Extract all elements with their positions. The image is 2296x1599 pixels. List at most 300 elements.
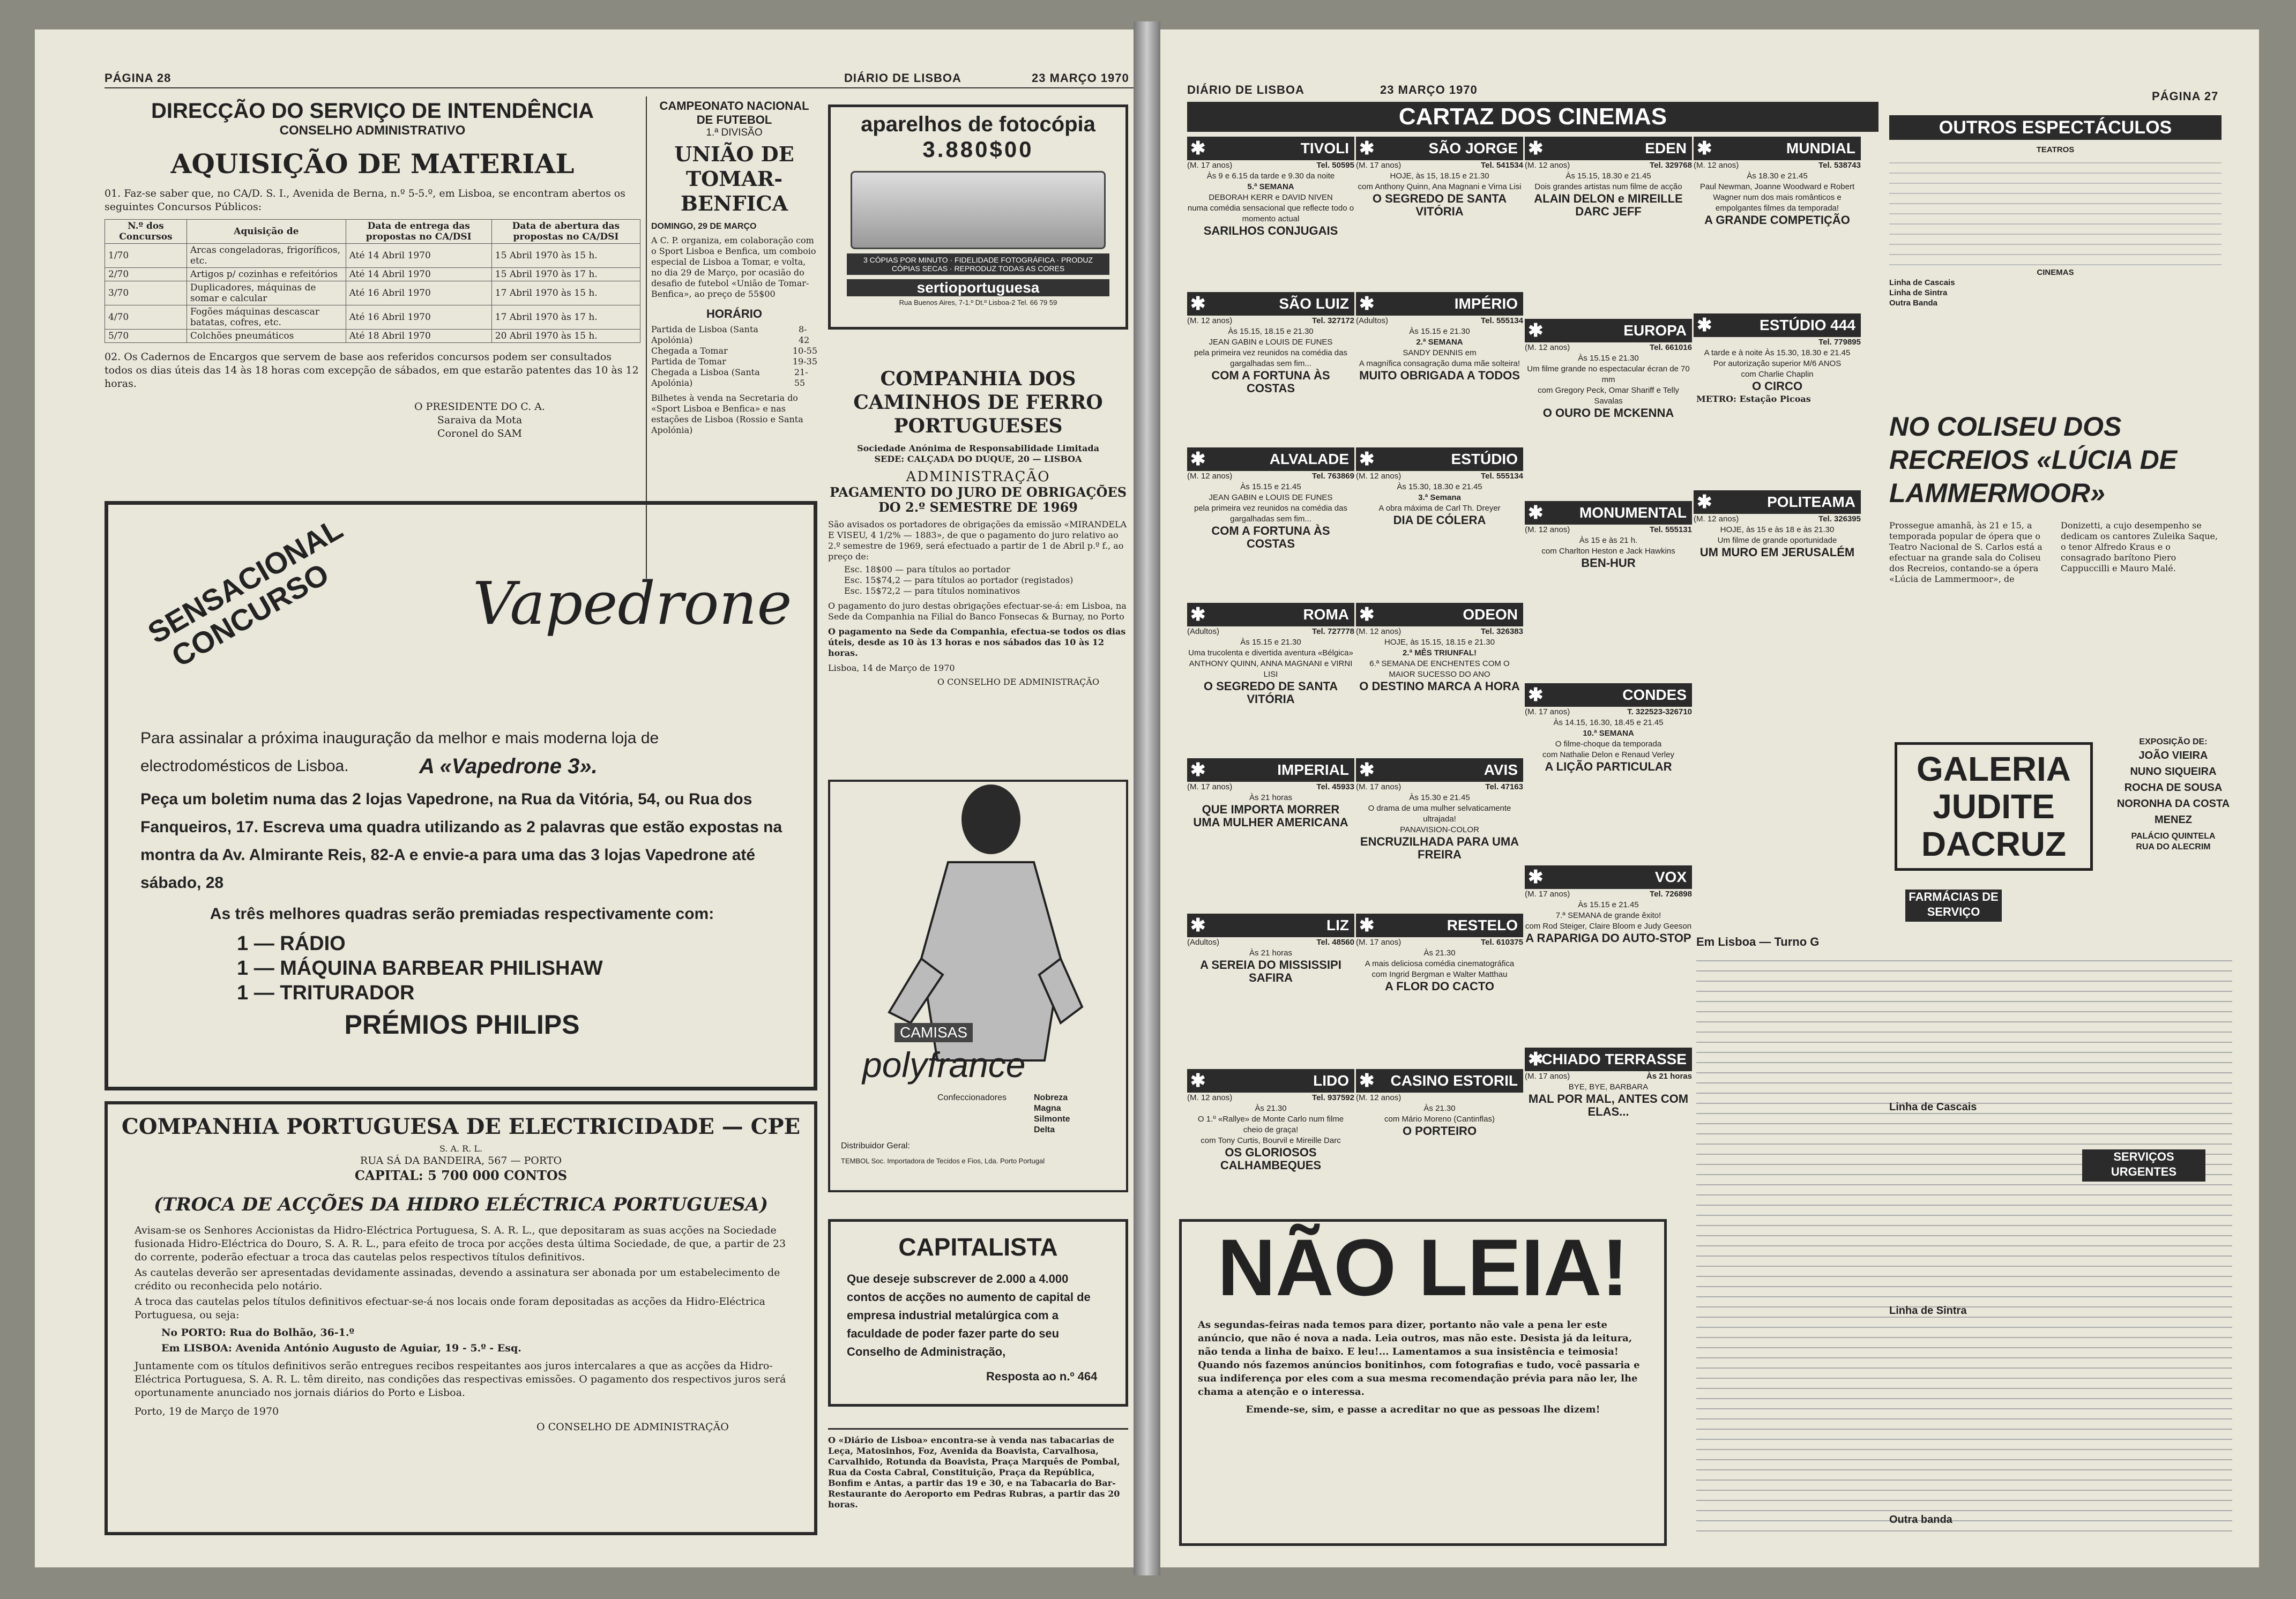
cinema-times: Às 21.30 xyxy=(1255,1104,1287,1113)
cinema-times: Às 9 e 6.15 da tarde e 9.30 da noite xyxy=(1206,171,1335,181)
cpe-p2: As cautelas deverão ser apresentadas devidamente assinadas, devendo a assinatura ser abonada por um estabelecimento de crédito ou reconhecida pelo notário. xyxy=(135,1267,780,1292)
polyfrance-firm: TEMBOL Soc. Importadora de Tecidos e Fios, Lda. Porto Portugal xyxy=(841,1157,1045,1165)
cinema-phone: Tel. 326395 xyxy=(1818,514,1861,524)
fotocopia-ad xyxy=(828,104,1128,330)
cinema-phone: Tel. 47163 xyxy=(1485,782,1523,791)
vapedrone-banner: SENSACIONAL CONCURSO xyxy=(142,511,348,674)
cinema-name-bar xyxy=(1356,1069,1523,1093)
cinema-name-bar xyxy=(1525,865,1692,889)
cinema-name: EDEN xyxy=(1645,140,1687,156)
cinema-age: (M. 17 anos) xyxy=(1187,161,1233,170)
farmacias-list xyxy=(1696,935,2232,1537)
cinema-phone: Tel. 555131 xyxy=(1650,525,1692,534)
futebol-date: DOMINGO, 29 DE MARÇO xyxy=(651,222,757,231)
fotocopia-features: 3 CÓPIAS POR MINUTO · FIDELIDADE FOTOGRÁFICA · PRODUZ CÓPIAS SECAS · REPRODUZ TODAS AS CORES xyxy=(847,253,1109,275)
cinema-age: (M. 12 anos) xyxy=(1187,1093,1233,1102)
cinema-name: SÃO JORGE xyxy=(1428,140,1518,156)
futebol-times: Partida de Lisboa (Santa Apolónia) 8-42 Chegada a Tomar 10-55 Partida de Tomar 19-35 Chegada a Lisboa (Santa Apolónia) 21-55 xyxy=(651,324,817,388)
cpe-date: Porto, 19 de Março de 1970 xyxy=(135,1406,279,1417)
coliseu-body: Prossegue amanhã, às 21 e 15, a temporada popular de ópera que o Teatro Nacional de S. Carlos está a efectuar na grande sala do Coliseu dos Recreios, contando-se a ópera «Lúcia de Lammermoor», de Donizetti, a cujo desempenho se dedicam os cantores Zuleika Saque, o tenor Alfredo Kraus e o consagrado barítono Piero Cappuccilli e Mauro Malé. xyxy=(1889,520,2218,584)
cinema-cast: O 1.º «Rallye» de Monte Carlo num filme cheio de graça! xyxy=(1197,1115,1344,1134)
cinema-times: HOJE, às 15 e às 18 e às 21.30 xyxy=(1720,525,1835,534)
cinema-cast: Por autorização superior M/6 ANOS xyxy=(1713,359,1842,368)
cinema-name-bar xyxy=(1356,292,1523,316)
cinema-cast: JEAN GABIN e LOUIS DE FUNES xyxy=(1209,338,1333,347)
cinema-name-bar xyxy=(1187,758,1354,782)
cinema-times: Às 15.15 e 21.30 xyxy=(1240,638,1301,647)
farmacias-header: FARMÁCIAS DE SERVIÇO xyxy=(1905,890,2002,922)
cinema-film: QUE IMPORTA MORRER UMA MULHER AMERICANA xyxy=(1193,803,1348,829)
servicos-header: SERVIÇOS URGENTES xyxy=(2082,1149,2205,1182)
table-row: 5/70 Colchões pneumáticos Até 18 Abril 1970 20 Abril 1970 às 15 h. xyxy=(105,330,640,343)
star-icon: ✱ xyxy=(1528,685,1544,705)
cinema-desc: pela primeira vez reunidos na comédia das gargalhadas sem fim... xyxy=(1194,504,1347,524)
polyfrance-ad xyxy=(828,780,1128,1192)
cinema-film: COM A FORTUNA ÀS COSTAS xyxy=(1211,524,1330,550)
cinema-name-bar xyxy=(1694,313,1861,337)
cinema-age: (M. 12 anos) xyxy=(1187,472,1233,481)
cpe-title: COMPANHIA PORTUGUESA DE ELECTRICIDADE — CPE xyxy=(121,1114,801,1139)
cinema-phone: T. 322523-326710 xyxy=(1627,707,1692,716)
caminhos-body: São avisados os portadores de obrigações da emissão «MIRANDELA E VISEU, 4 1/2% — 1883», de que o pagamento do juro relativo ao 2.º semestre de 1969, será efectuado a partir de 1 de Abril p.º f., ao preço de: xyxy=(828,519,1127,562)
cinema-listing xyxy=(1187,447,1354,550)
cinema-name-bar xyxy=(1356,447,1523,471)
cpe-subtitle: (TROCA DE ACÇÕES DA HIDRO ELÉCTRICA PORTUGUESA) xyxy=(153,1194,769,1215)
cinema-name: RESTELO xyxy=(1447,917,1518,933)
cinema-desc: com Ingrid Bergman e Walter Matthau xyxy=(1371,970,1508,979)
vapedrone-prizes xyxy=(237,931,784,1005)
intendencia-heading: DIRECÇÃO DO SERVIÇO DE INTENDÊNCIA xyxy=(151,99,594,123)
capitalista-title: CAPITALISTA xyxy=(898,1233,1058,1261)
star-icon: ✱ xyxy=(1190,604,1206,625)
cinema-name-bar xyxy=(1356,603,1523,626)
futebol-horario: HORÁRIO xyxy=(706,307,762,320)
cinema-film: ALAIN DELON e MIREILLE DARC JEFF xyxy=(1534,192,1683,218)
cinema-phone: Tel. 555134 xyxy=(1481,472,1523,481)
vapedrone-logo: Vapedrone xyxy=(473,569,792,638)
date-right: 23 MARÇO 1970 xyxy=(1380,83,1478,96)
cinema-times: Às 21 horas xyxy=(1249,948,1293,958)
cinema-listing xyxy=(1525,137,1692,218)
cinema-times: Às 15.30 e 21.45 xyxy=(1409,793,1470,802)
cinema-listing xyxy=(1356,1069,1523,1138)
intendencia-intro: 01. Faz-se saber que, no CA/D. S. I., Avenida de Berna, n.º 5-5.º, em Lisboa, se encontram abertos os seguintes Concursos Públicos: xyxy=(105,188,625,213)
cinema-desc: com Charlie Chaplin xyxy=(1741,370,1814,379)
caminhos-title: COMPANHIA DOS CAMINHOS DE FERRO PORTUGUESES xyxy=(853,368,1103,437)
cinema-times: Às 15.15, 18.30 e 21.45 xyxy=(1566,171,1651,181)
cinema-phone: Tel. 48560 xyxy=(1316,938,1354,947)
cartaz-header: CARTAZ DOS CINEMAS xyxy=(1187,102,1878,132)
cinema-cast: JEAN GABIN e LOUIS DE FUNES xyxy=(1209,493,1333,502)
col-header: Aquisição de xyxy=(187,220,346,244)
cinema-film: O SEGREDO DE SANTA VITÓRIA xyxy=(1203,679,1338,706)
cinema-cast: Uma trucolenta e divertida aventura «Bélgica» xyxy=(1188,648,1353,657)
farmacias-cascais: Linha de Cascais xyxy=(1889,1101,1977,1113)
futebol-division: 1.ª DIVISÃO xyxy=(706,127,763,138)
galeria-name: GALERIA JUDITE DACRUZ xyxy=(1917,750,2071,863)
cinema-age: (M. 12 anos) xyxy=(1525,161,1570,170)
cinema-age: (M. 12 anos) xyxy=(1694,514,1739,524)
cinema-week: 10.ª SEMANA xyxy=(1583,729,1634,738)
copier-illustration xyxy=(851,171,1106,249)
col-header: Data de entrega das propostas no CA/DSI xyxy=(346,220,491,244)
cinema-times: Às 15.30, 18.30 e 21.45 xyxy=(1397,482,1482,491)
cinema-times: Às 15 e às 21 h. xyxy=(1579,536,1638,545)
cinema-desc: A magnífica consagração duma mãe solteira! xyxy=(1359,359,1520,368)
star-icon: ✱ xyxy=(1697,138,1712,159)
artist-name: ROCHA DE SOUSA xyxy=(2124,782,2223,794)
cinema-listing xyxy=(1525,865,1692,945)
cinema-name-bar xyxy=(1187,1069,1354,1093)
artist-name: MENEZ xyxy=(2155,814,2192,826)
cinema-times: Às 18.30 e 21.45 xyxy=(1747,171,1808,181)
fotocopia-brand: sertioportuguesa xyxy=(847,279,1109,296)
cinema-name: VOX xyxy=(1654,869,1687,885)
cinema-desc: numa comédia sensacional que reflecte todo o momento actual xyxy=(1187,204,1354,223)
cinema-film: A GRANDE COMPETIÇÃO xyxy=(1704,213,1850,227)
polyfrance-dist: Distribuidor Geral: xyxy=(841,1141,910,1150)
cinema-age: (M. 17 anos) xyxy=(1356,938,1402,947)
cinema-desc: PANAVISION-COLOR xyxy=(1400,825,1479,834)
cinema-age: (M. 17 anos) xyxy=(1356,161,1402,170)
cinema-phone: Tel. 555134 xyxy=(1481,316,1523,325)
cinema-listing xyxy=(1525,683,1692,773)
concursos-table xyxy=(105,219,640,343)
cinema-phone: Tel. 726898 xyxy=(1650,890,1692,899)
cinema-film: A SEREIA DO MISSISSIPI SAFIRA xyxy=(1200,958,1341,984)
cinemas-heading: CINEMAS xyxy=(2037,268,2074,277)
cinema-film: O PORTEIRO xyxy=(1402,1124,1477,1138)
prize-item: 1 — TRITURADOR xyxy=(237,982,415,1004)
coliseu-title: NO COLISEU DOS RECREIOS «LÚCIA DE LAMMERMOOR» xyxy=(1889,412,2178,508)
star-icon: ✱ xyxy=(1528,867,1544,887)
polyfrance-conf: Confeccionadores xyxy=(937,1093,1007,1102)
cinema-phone: Tel. 329768 xyxy=(1650,161,1692,170)
cinema-listing xyxy=(1694,313,1861,393)
cinema-name: AVIS xyxy=(1484,761,1518,778)
col-header: Data de abertura das propostas no CA/DSI xyxy=(491,220,640,244)
cinema-name: TIVOLI xyxy=(1300,140,1349,156)
cinema-name-bar xyxy=(1187,603,1354,626)
galeria-info xyxy=(2093,737,2254,853)
cinema-film: COM A FORTUNA ÀS COSTAS xyxy=(1211,369,1330,395)
galeria-palacio: PALÁCIO QUINTELA xyxy=(2131,832,2216,841)
caminhos-body2: O pagamento do juro destas obrigações efectuar-se-á: em Lisboa, na Sede da Companhia na Filial do Banco Fonsecas & Burnay, no Porto xyxy=(828,601,1127,622)
cinema-age: (M. 12 anos) xyxy=(1187,316,1233,325)
cpe-sarl: S. A. R. L. xyxy=(439,1144,483,1154)
cinema-age: (M. 12 anos) xyxy=(1694,161,1739,170)
cinema-name: ROMA xyxy=(1303,606,1349,623)
cinema-listing xyxy=(1525,319,1692,420)
cpe-p1: Avisam-se os Senhores Accionistas da Hidro-Eléctrica Portuguesa, S. A. R. L., que depositaram as suas acções na Sociedade fusionada Hidro-Eléctrica do Douro, S. A. R. L., para efeito de troca por acções desta última Sociedade, de que, a partir de 23 do corrente, poderão efectuar a troca das cautelas pelos respectivos títulos definitivos. xyxy=(135,1224,786,1263)
outros-list xyxy=(1889,145,2222,308)
cinema-phone: Tel. 541534 xyxy=(1481,161,1523,170)
caminhos-sede: SEDE: CALÇADA DO DUQUE, 20 — LISBOA xyxy=(874,454,1082,464)
caminhos-sign: O CONSELHO DE ADMINISTRAÇÃO xyxy=(937,677,1100,687)
cpe-sign: O CONSELHO DE ADMINISTRAÇÃO xyxy=(536,1421,729,1433)
intendencia-notice xyxy=(105,99,640,440)
caminhos-sub: Sociedade Anónima de Responsabilidade Limitada xyxy=(857,443,1099,453)
cinema-name: IMPÉRIO xyxy=(1454,295,1518,312)
cinema-age: (M. 12 anos) xyxy=(1356,472,1402,481)
left-page xyxy=(35,29,1134,1567)
cinema-name-bar xyxy=(1187,137,1354,160)
cinema-age: (Adultos) xyxy=(1187,627,1220,636)
star-icon: ✱ xyxy=(1359,138,1375,159)
page-number-left: PÁGINA 28 xyxy=(105,71,172,85)
cinema-times: HOJE, às 15.15, 18.15 e 21.30 xyxy=(1384,638,1495,647)
star-icon: ✱ xyxy=(1190,138,1206,159)
teatros-listing-text xyxy=(1889,155,2222,267)
cinema-age: (M. 17 anos) xyxy=(1525,890,1570,899)
cinema-name-bar xyxy=(1356,914,1523,937)
cinema-desc: com Nathalie Delon e Renaud Verley xyxy=(1542,750,1674,759)
cinema-name: LIDO xyxy=(1313,1072,1349,1089)
cinema-name: IMPERIAL xyxy=(1277,761,1349,778)
cinema-phone: Tel. 327172 xyxy=(1312,316,1354,325)
star-icon: ✱ xyxy=(1190,294,1206,314)
cpe-lisboa: Em LISBOA: Avenida António Augusto de Aguiar, 19 - 5.º - Esq. xyxy=(161,1342,521,1354)
cinema-film: O SEGREDO DE SANTA VITÓRIA xyxy=(1372,192,1507,218)
cinema-listing xyxy=(1694,137,1861,227)
cinema-cast: Paul Newman, Joanne Woodward e Robert Wagner num dos mais românticos e empolgantes filmes da temporada! xyxy=(1699,182,1855,213)
cinema-cast: O drama de uma mulher selvaticamente ultrajada! xyxy=(1368,804,1511,824)
cinema-film: O CIRCO xyxy=(1751,379,1803,393)
table-row: 1/70 Arcas congeladoras, frigoríficos, etc. Até 14 Abril 1970 15 Abril 1970 às 15 h. xyxy=(105,244,640,268)
caminhos-rate: Esc. 18$00 — para títulos ao portador xyxy=(844,564,1010,574)
caminhos-admin: ADMINISTRAÇÃO xyxy=(906,469,1050,485)
star-icon: ✱ xyxy=(1528,138,1544,159)
cinema-name: SÃO LUIZ xyxy=(1279,295,1349,312)
caminhos-rate: Esc. 15$72,2 — para títulos nominativos xyxy=(844,586,1020,596)
cinema-age: (M. 17 anos) xyxy=(1525,1072,1570,1081)
cinema-name: ODEON xyxy=(1463,606,1518,623)
cinema-age: (Adultos) xyxy=(1187,938,1220,947)
cinema-week: 2.ª MÊS TRIUNFAL! xyxy=(1402,648,1477,657)
cinema-film: SARILHOS CONJUGAIS xyxy=(1203,224,1338,237)
futebol-notice xyxy=(651,99,817,436)
cinema-phone: Tel. 50595 xyxy=(1316,161,1354,170)
cinema-listing xyxy=(1356,603,1523,693)
cinema-film: OS GLORIOSOS CALHAMBEQUES xyxy=(1220,1146,1322,1172)
star-icon: ✱ xyxy=(1528,503,1544,523)
cinema-film: A LIÇÃO PARTICULAR xyxy=(1545,760,1672,773)
cinema-cast: 7.ª SEMANA de grande êxito! xyxy=(1555,911,1661,920)
cinema-film: MAL POR MAL, ANTES COM ELAS... xyxy=(1528,1092,1689,1118)
cinema-desc: ANTHONY QUINN, ANNA MAGNANI e VIRNI LISI xyxy=(1189,659,1353,679)
vapedrone-ad xyxy=(105,501,817,1090)
cinema-listing xyxy=(1187,292,1354,395)
banda-heading: Outra Banda xyxy=(1889,298,1938,308)
caminhos-date: Lisboa, 14 de Março de 1970 xyxy=(828,663,955,673)
masthead-right: DIÁRIO DE LISBOA xyxy=(1187,83,1304,96)
cinema-age: (M. 17 anos) xyxy=(1525,707,1570,716)
star-icon: ✱ xyxy=(1697,315,1712,335)
artist-name: NUNO SIQUEIRA xyxy=(2130,766,2217,778)
cinema-film: O DESTINO MARCA A HORA xyxy=(1359,679,1520,693)
cpe-capital: CAPITAL: 5 700 000 CONTOS xyxy=(354,1168,568,1183)
table-row: 2/70 Artigos p/ cozinhas e refeitórios Até 14 Abril 1970 15 Abril 1970 às 17 h. xyxy=(105,268,640,281)
cinema-phone: Às 21 horas xyxy=(1646,1072,1692,1081)
table-row: 3/70 Duplicadores, máquinas de somar e calcular Até 16 Abril 1970 17 Abril 1970 às 15 h. xyxy=(105,281,640,305)
cinema-listing xyxy=(1187,137,1354,237)
shirt-model-illustration xyxy=(830,782,1126,1082)
cinema-week: 5.ª SEMANA xyxy=(1247,182,1294,191)
farmacias-listing-text xyxy=(1696,953,2232,1537)
cinema-name: LIZ xyxy=(1326,917,1349,933)
cinema-phone: Tel. 763869 xyxy=(1312,472,1354,481)
page-gutter xyxy=(1134,21,1160,1575)
cinema-times: Às 21.30 xyxy=(1423,1104,1456,1113)
cinema-phone: Tel. 661016 xyxy=(1650,343,1692,352)
vapedrone-p2: Peça um boletim numa das 2 lojas Vapedrone, na Rua da Vitória, 54, ou Rua dos Fanqueiros, 17. Escreva uma quadra utilizando as 2 palavras que estão expostas na montra da Av. Almirante Reis, 82-A e envie-a para uma das 3 lojas Vapedrone até sábado, 28 xyxy=(140,790,782,892)
cinema-age: (M. 12 anos) xyxy=(1356,627,1402,636)
star-icon: ✱ xyxy=(1359,294,1375,314)
prize-item: 1 — RÁDIO xyxy=(237,932,346,955)
cinema-name-bar xyxy=(1525,1048,1692,1071)
cinema-phone: Tel. 326383 xyxy=(1481,627,1523,636)
cinema-cast: SANDY DENNIS em xyxy=(1403,348,1477,357)
cpe-p3: A troca das cautelas pelos títulos definitivos efectuar-se-á nos locais onde foram depositadas as acções da Hidro-Eléctrica Portuguesa, ou seja: xyxy=(135,1296,765,1321)
caminhos-pay: PAGAMENTO DO JURO DE OBRIGAÇÕES DO 2.º SEMESTRE DE 1969 xyxy=(829,484,1127,515)
cinema-times: Às 15.15 e 21.30 xyxy=(1409,327,1470,336)
galeria-rua: RUA DO ALECRIM xyxy=(2136,842,2211,851)
cinema-times: A tarde e à noite Às 15.30, 18.30 e 21.45 xyxy=(1704,348,1851,357)
cinema-name: CONDES xyxy=(1622,686,1687,703)
artist-name: JOÃO VIEIRA xyxy=(2138,750,2208,761)
fotocopia-price: 3.880$00 xyxy=(922,137,1034,162)
cinema-name-bar xyxy=(1525,137,1692,160)
star-icon: ✱ xyxy=(1359,760,1375,780)
cinema-times: Às 14.15, 16.30, 18.45 e 21.45 xyxy=(1553,718,1664,727)
polyfrance-logo: polyfrance xyxy=(862,1045,1026,1085)
fotocopia-headline: aparelhos de fotocópia xyxy=(861,113,1095,136)
cinema-film: BEN-HUR xyxy=(1581,556,1636,570)
cinema-name: CASINO ESTORIL xyxy=(1390,1072,1518,1089)
fotocopia-address: Rua Buenos Aires, 7-1.º Dt.º Lisboa-2 Tel. 66 79 59 xyxy=(899,298,1057,307)
page-number-right: PÁGINA 27 xyxy=(2152,89,2219,103)
cinema-name: ESTÚDIO xyxy=(1451,451,1518,467)
cinema-cast: BYE, BYE, BARBARA xyxy=(1568,1082,1649,1092)
cinema-film: MUITO OBRIGADA A TODOS xyxy=(1359,369,1520,382)
nao-leia-title: NÃO LEIA! xyxy=(1217,1222,1629,1312)
cinema-age: (M. 17 anos) xyxy=(1356,782,1402,791)
star-icon: ✱ xyxy=(1528,1049,1544,1070)
star-icon: ✱ xyxy=(1359,915,1375,936)
cinema-name: MUNDIAL xyxy=(1786,140,1855,156)
cinema-name-bar xyxy=(1356,758,1523,782)
intendencia-title: AQUISIÇÃO DE MATERIAL xyxy=(170,148,575,180)
futebol-tickets: Bilhetes à venda na Secretaria do «Sport Lisboa e Benfica» e nas estações de Lisboa (Rossio e Santa Apolónia) xyxy=(651,393,803,435)
artist-name: NORONHA DA COSTA xyxy=(2116,798,2230,810)
galeria-logo xyxy=(1895,742,2093,871)
star-icon: ✱ xyxy=(1697,492,1712,512)
cinema-listing xyxy=(1187,914,1354,984)
vapedrone-body xyxy=(140,724,784,1038)
cinema-times: Às 21.30 xyxy=(1423,948,1456,958)
cinema-name: EUROPA xyxy=(1623,322,1687,339)
cinema-times: Às 21 horas xyxy=(1249,793,1293,802)
cinema-listing xyxy=(1356,137,1523,218)
cinema-name-bar xyxy=(1356,137,1523,160)
polyfrance-makers: Nobreza Magna Silmonte Delta xyxy=(1034,1093,1070,1134)
cinema-age: (Adultos) xyxy=(1356,316,1389,325)
cinema-listing xyxy=(1187,758,1354,829)
vapedrone-philips: PRÉMIOS PHILIPS xyxy=(344,1010,580,1040)
farmacias-sintra: Linha de Sintra xyxy=(1889,1305,1967,1317)
capitalista-ad xyxy=(828,1219,1128,1407)
sintra-heading: Linha de Sintra xyxy=(1889,288,1948,297)
cinema-cast: Um filme grande no espectacular écran de 70 mm xyxy=(1527,364,1690,384)
intendencia-subheading: CONSELHO ADMINISTRATIVO xyxy=(279,123,466,138)
cinema-desc: com Charlton Heston e Jack Hawkins xyxy=(1541,547,1675,556)
cinema-name-bar xyxy=(1694,490,1861,514)
star-icon: ✱ xyxy=(1359,1071,1375,1091)
col-header: N.º dos Concursos xyxy=(105,220,187,244)
futebol-match: UNIÃO DE TOMAR-BENFICA xyxy=(674,142,794,215)
cinema-desc: com Tony Curtis, Bourvil e Mireille Darc xyxy=(1201,1136,1341,1145)
star-icon: ✱ xyxy=(1190,449,1206,469)
caminhos-body3: O pagamento na Sede da Companhia, efectua-se todos os dias úteis, desde as 10 às 13 horas e nos sábados das 10 às 12 horas. xyxy=(828,626,1126,658)
cinema-cast: DEBORAH KERR e DAVID NIVEN xyxy=(1209,193,1333,202)
farmacias-banda: Outra banda xyxy=(1889,1514,1952,1526)
cpe-address: RUA SÁ DA BANDEIRA, 567 — PORTO xyxy=(360,1155,562,1167)
cinema-phone: Tel. 538743 xyxy=(1818,161,1861,170)
cinema-desc: com Gregory Peck, Omar Shariff e Telly Savalas xyxy=(1538,386,1679,406)
star-icon: ✱ xyxy=(1190,760,1206,780)
cinema-listing xyxy=(1525,501,1692,570)
cinema-listing xyxy=(1187,1069,1354,1172)
star-icon: ✱ xyxy=(1528,320,1544,341)
polyfrance-camisas: CAMISAS xyxy=(894,1023,973,1042)
cinema-film: A RAPARIGA DO AUTO-STOP xyxy=(1525,931,1691,945)
cinema-name-bar xyxy=(1525,683,1692,707)
cinema-name-bar xyxy=(1187,914,1354,937)
cinema-name: POLITEAMA xyxy=(1767,494,1855,510)
cinema-cast: 6.ª SEMANA DE ENCHENTES COM O MAIOR SUCESSO DO ANO xyxy=(1369,659,1510,679)
cinema-times: Às 15.15 e 21.45 xyxy=(1240,482,1301,491)
cinema-phone: Tel. 610375 xyxy=(1481,938,1523,947)
cinema-phone: Tel. 45933 xyxy=(1316,782,1354,791)
cinema-cast: A obra máxima de Carl Th. Dreyer xyxy=(1378,504,1501,513)
nao-leia-body: As segundas-feiras nada temos para dizer, portanto não vale a pena ler este anúncio, que não é nova a nada. Leia outros, mas não este. Desista já da leitura, não tenda a linha de baixo. E leu!... Lamentamos a sua insistência e teimosia! Quando nós fazemos anúncios bonitinhos, com fotografias e tudo, você passaria e sua indiferença por eles com a sua mesma recomendação prévia para não ler, lhe chama a atenção e o interessa. xyxy=(1198,1319,1640,1398)
galeria-expo: EXPOSIÇÃO DE: xyxy=(2139,737,2208,746)
capitalista-body: Que deseje subscrever de 2.000 a 4.000 contos de acções no aumento de capital de empresa industrial metalúrgica com a faculdade de poder fazer parte do seu Conselho de Administração, xyxy=(847,1272,1091,1358)
star-icon: ✱ xyxy=(1190,915,1206,936)
cinema-listing xyxy=(1356,914,1523,993)
capitalista-reply: Resposta ao n.º 464 xyxy=(986,1370,1098,1383)
cinema-listing xyxy=(1356,292,1523,382)
cinema-name: ESTÚDIO 444 xyxy=(1760,317,1855,333)
cinema-age: (M. 12 anos) xyxy=(1356,1093,1402,1102)
cinema-cast: O filme-choque da temporada xyxy=(1555,739,1662,749)
caminhos-notice xyxy=(828,367,1128,688)
cinema-phone: Tel. 779895 xyxy=(1818,338,1861,347)
masthead-left: DIÁRIO DE LISBOA xyxy=(844,71,961,85)
cinema-cast: A mais deliciosa comédia cinematográfica xyxy=(1365,959,1515,968)
distribution-note: O «Diário de Lisboa» encontra-se à venda nas tabacarias de Leça, Matosinhos, Foz, Avenida da Boavista, Carvalhosa, Carvalhido, Rotunda da Boavista, Praça Marquês de Pombal, Rua da Costa Cabral, Constituição, Praça da República, Bonfim e Antas, a partir das 19 e 30, e na Tabacaria do Bar-Restaurante do Aeroporto em Pedras Rubras, a partir das 20 horas. xyxy=(828,1428,1128,1510)
caminhos-rate: Esc. 15$74,2 — para títulos ao portador (registados) xyxy=(844,575,1074,585)
cinema-times: HOJE, às 15, 18.15 e 21.30 xyxy=(1390,171,1489,181)
cinema-listing xyxy=(1525,1048,1692,1118)
cinema-listing xyxy=(1694,490,1861,559)
cinema-name: ALVALADE xyxy=(1269,451,1349,467)
cinema-name-bar xyxy=(1694,137,1861,160)
cinema-film: A FLOR DO CACTO xyxy=(1384,980,1495,993)
star-icon: ✱ xyxy=(1359,449,1375,469)
cinema-age: (M. 12 anos) xyxy=(1525,525,1570,534)
nao-leia-ad xyxy=(1179,1219,1667,1546)
